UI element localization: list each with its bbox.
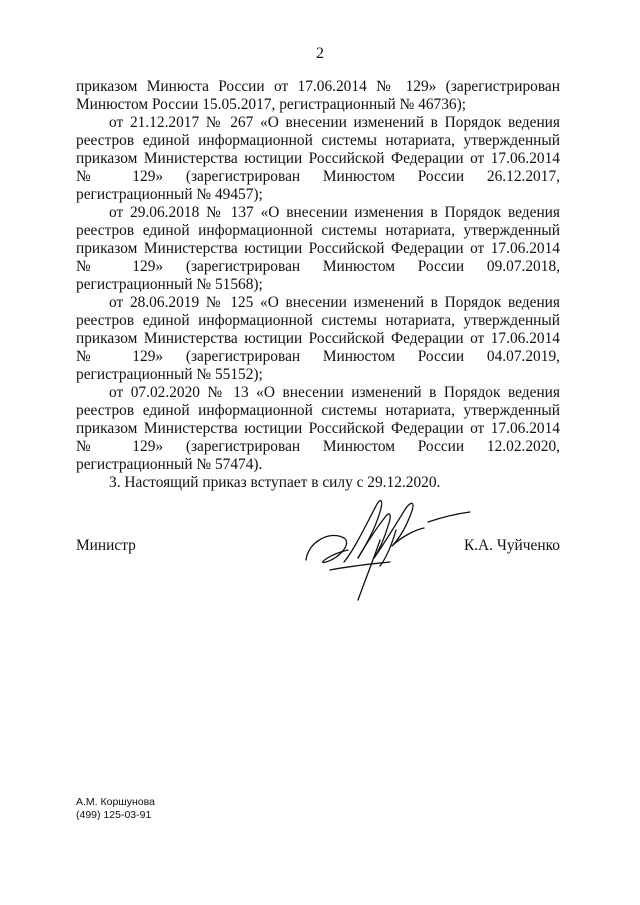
signer-title: Министр (76, 537, 136, 554)
paragraph-amendment-2018: от 29.06.2018 № 137 «О внесении изменения в Порядок ведения реестров единой информационной системы нотариата, утвержденный приказом Министерства юстиции Российской Федерации от 17.06.2014 № 129» (зарегистрирован Минюстом России 09.07.2018, регистрационный № 51568); (76, 204, 560, 293)
signer-name: К.А. Чуйченко (463, 537, 560, 554)
paragraph-amendment-2019: от 28.06.2019 № 125 «О внесении изменений в Порядок ведения реестров единой информационной системы нотариата, утвержденный приказом Министерства юстиции Российской Федерации от 17.06.2014 № 129» (зарегистрирован Минюстом России 04.07.2019, регистрационный № 55152); (76, 294, 560, 383)
executor-info (76, 796, 155, 822)
document-body (76, 78, 560, 492)
paragraph-effective-date: 3. Настоящий приказ вступает в силу с 29.12.2020. (109, 474, 441, 491)
paragraph-continuation: приказом Минюста России от 17.06.2014 № 129» (зарегистрирован Минюстом России 15.05.2017, регистрационный № 46736); (76, 78, 560, 113)
paragraph-amendment-2017: от 21.12.2017 № 267 «О внесении изменений в Порядок ведения реестров единой информационной системы нотариата, утвержденный приказом Министерства юстиции Российской Федерации от 17.06.2014 № 129» (зарегистрирован Минюстом России 26.12.2017, регистрационный № 49457); (76, 114, 560, 203)
handwritten-signature (300, 480, 480, 610)
paragraph-amendment-2020: от 07.02.2020 № 13 «О внесении изменений в Порядок ведения реестров единой информационной системы нотариата, утвержденный приказом Министерства юстиции Российской Федерации от 17.06.2014 № 129» (зарегистрирован Минюстом России 12.02.2020, регистрационный № 57474). (76, 384, 560, 473)
executor-phone: (499) 125-03-91 (76, 809, 152, 821)
page-number: 2 (316, 45, 324, 62)
executor-name: А.М. Коршунова (76, 796, 155, 808)
